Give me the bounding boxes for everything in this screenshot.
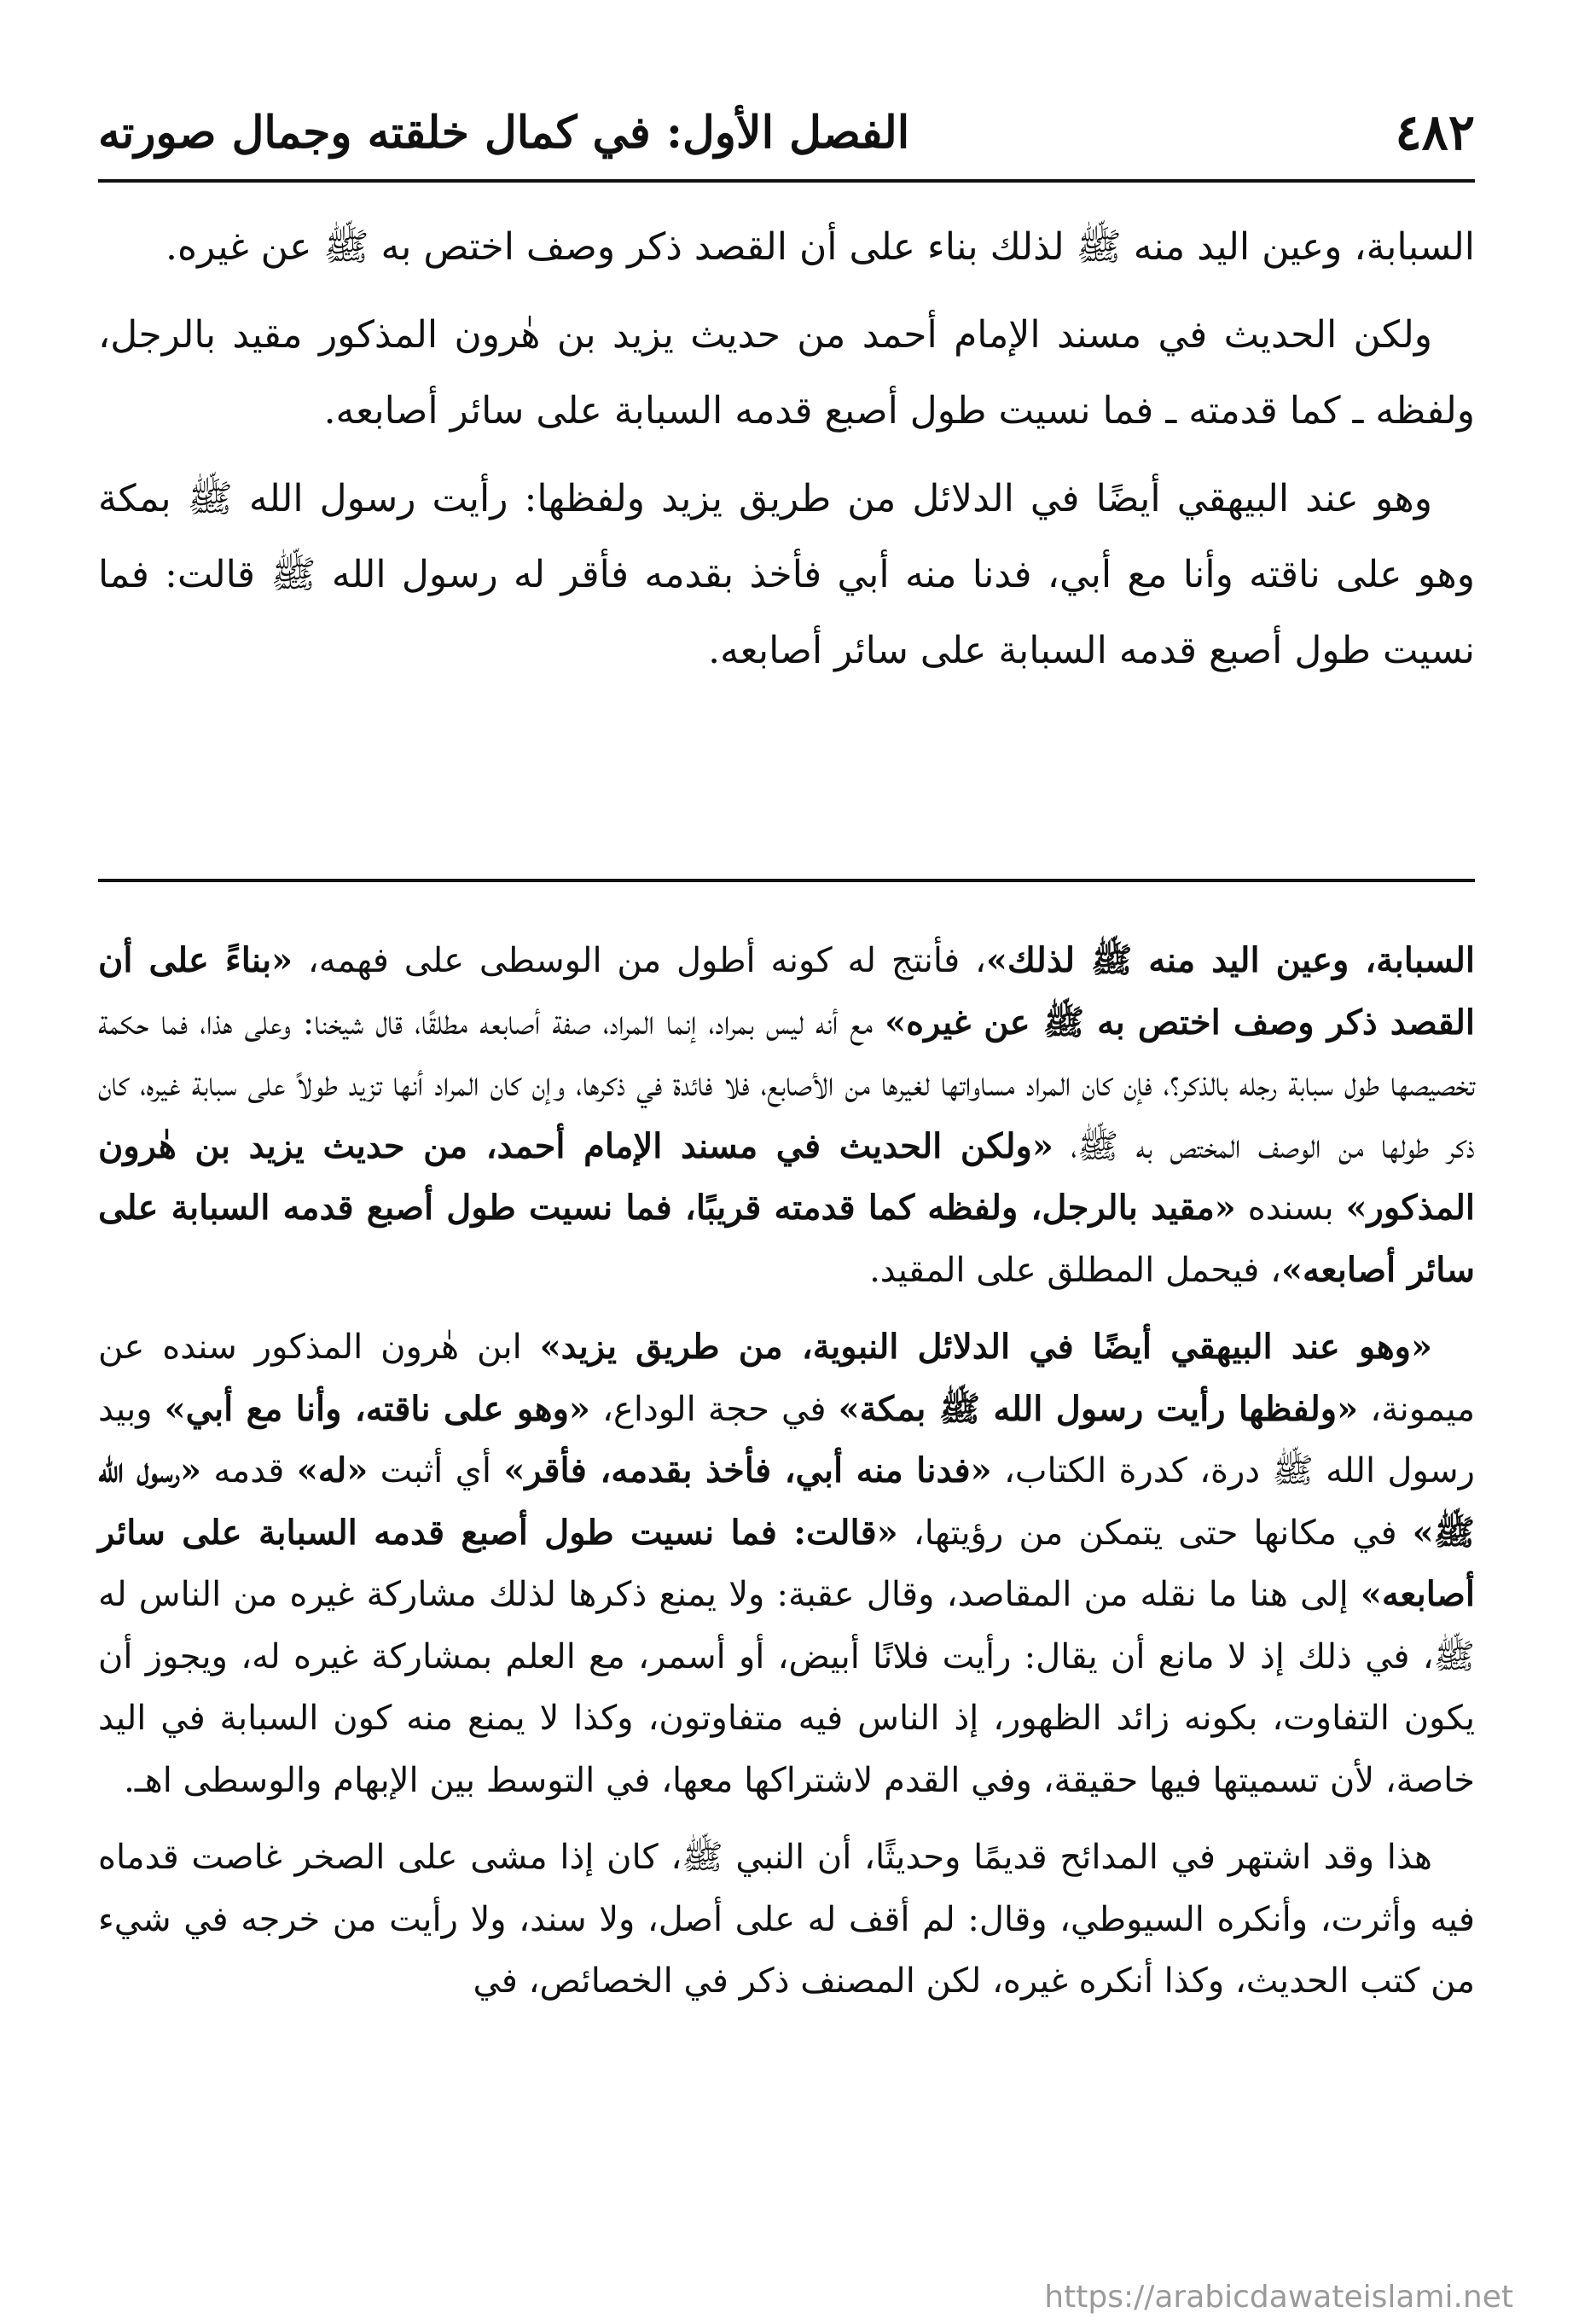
- quoted-text: «قالت: فما نسيت طول أصبع قدمه السبابة على سائر أصابعه»: [98, 1512, 1475, 1614]
- main-paragraph: ولكن الحديث في مسند الإمام أحمد من حديث يزيد بن هٰرون المذكور مقيد بالرجل، ولفظه ـ كما قدمته ـ فما نسيت طول أصبع قدمه السبابة على سائر أصابعه.: [98, 313, 1475, 433]
- page-number: ٤٨٢: [1395, 103, 1475, 161]
- commentary-text: [98, 930, 1475, 2028]
- main-paragraph: السبابة، وعين اليد منه ﷺ لذلك بناء على أن القصد ذكر وصف اختص به ﷺ عن غيره.: [165, 225, 1475, 269]
- commentary-text-span: أي أثبت: [368, 1451, 504, 1490]
- commentary-paragraph: هذا وقد اشتهر في المدائح قديمًا وحديثًا، أن النبي ﷺ، كان إذا مشى على الصخر غاصت قدماه فيه وأثرت، وأنكره السيوطي، وقال: لم أقف له على أصل، ولا سند، ولا رأيت من خرجه في شيء من كتب الحديث، وكذا أنكره غيره، لكن المصنف ذكر في الخصائص، في: [98, 1838, 1475, 2001]
- main-text: [98, 209, 1475, 700]
- page-header: [98, 85, 1475, 183]
- quoted-text: السبابة، وعين اليد منه ﷺ لذلك»: [985, 940, 1475, 980]
- commentary-text-span: في حجة الوداع،: [589, 1389, 839, 1429]
- commentary-paragraph: [98, 930, 1475, 1301]
- commentary-text-span: وبيد رسول الله ﷺ درة، كدرة الكتاب،: [98, 1389, 1475, 1490]
- commentary-text-span: ، فأنتج له كونه أطول من الوسطى على فهمه،: [293, 941, 986, 980]
- quoted-text: «وهو على ناقته، وأنا مع أبي»: [164, 1388, 590, 1429]
- book-page: [98, 0, 1475, 2324]
- watermark-url: https://arabicdawateislami.net: [1044, 2280, 1513, 2315]
- quoted-text: «ولكن الحديث في مسند الإمام أحمد، من حديث يزيد بن هٰرون المذكور»: [98, 1125, 1475, 1228]
- commentary-text-span: بسنده: [1235, 1188, 1346, 1228]
- commentary-text-span: في مكانها حتى يتمكن من رؤيتها،: [897, 1513, 1413, 1553]
- main-paragraph: وهو عند البيهقي أيضًا في الدلائل من طريق يزيد ولفظها: رأيت رسول الله ﷺ بمكة وهو على ناقته وأنا مع أبي، فدنا منه أبي فأخذ بقدمه فأقر له رسول الله ﷺ قالت: فما نسيت طول أصبع قدمه السبابة على سائر أصابعه.: [98, 477, 1475, 672]
- quoted-text: «فدنا منه أبي، فأخذ بقدمه، فأقر»: [503, 1450, 992, 1490]
- commentary-paragraph: [98, 1316, 1475, 1811]
- quoted-text: «مقيد بالرجل، ولفظه كما قدمته قريبًا، فما نسيت طول أصبع قدمه السبابة على سائر أصابعه»: [98, 1188, 1475, 1290]
- commentary-text-span: إلى هنا ما نقله من المقاصد، وقال عقبة: ولا يمنع ذكرها لذلك مشاركة غيره من الناس له ﷺ، في ذلك إذ لا مانع أن يقال: رأيت فلانًا أبيض، أو أسمر، مع العلم بمشاركة غيره له، ويجوز أن يكون التفاوت، بكونه زائد الظهور، إذ الناس فيه متفاوتون، وكذا لا يمنع منه كون السبابة في اليد خاصة، لأن تسميتها فيها حقيقة، وفي القدم لاشتراكها معها، في التوسط بين الإبهام والوسطى اهـ.: [98, 1575, 1475, 1800]
- quoted-text: «رسول الله ﷺ»: [98, 1450, 1475, 1553]
- running-title: الفصل الأول: في كمال خلقته وجمال صورته: [98, 106, 910, 159]
- footnote-separator: [98, 879, 1475, 882]
- quoted-text: «وهو عند البيهقي أيضًا في الدلائل النبوية، من طريق يزيد»: [539, 1327, 1433, 1367]
- quoted-text: «ولفظها رأيت رسول الله ﷺ بمكة»: [838, 1388, 1359, 1429]
- quoted-text: «له»: [296, 1450, 369, 1490]
- commentary-text-span: قدمه: [201, 1451, 297, 1490]
- commentary-text-span: ، فيحمل المطلق على المقيد.: [869, 1250, 1282, 1290]
- commentary-text-span: مع أنه ليس بمراد، إنما المراد، صفة أصابعه مطلقًا، قال شيخنا: وعلى هذا، فما حكمة تخصيصها طول سبابة رجله بالذكر؟، فإن كان المراد مساواتها لغيرها من الأصابع، فلا فائدة في ذكرها، وإن كان المراد أنها تزيد طولاً على سبابة غيره، كان ذكر طولها من الوصف المختص به ﷺ،: [98, 1002, 1476, 1166]
- commentary-text-span: ابن هٰرون المذكور سنده عن ميمونة،: [98, 1328, 1475, 1429]
- quoted-text: «بناءً على أن القصد ذكر وصف اختص به ﷺ عن غيره»: [98, 940, 1475, 1043]
